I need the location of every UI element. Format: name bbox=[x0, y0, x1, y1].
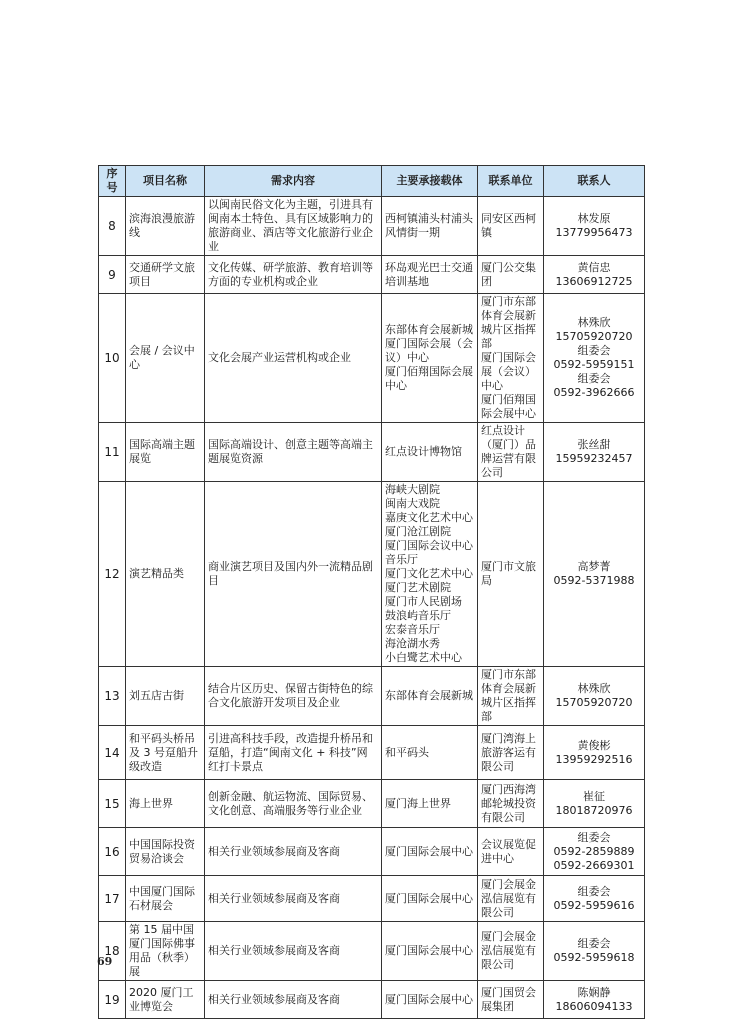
project-name: 2020 厦门工业博览会 bbox=[126, 981, 205, 1019]
row-number: 9 bbox=[99, 256, 126, 294]
table-row bbox=[99, 726, 645, 780]
header-contact: 联系人 bbox=[544, 166, 645, 197]
demand-content: 引进高科技手段，改造提升桥吊和趸船，打造“闽南文化 + 科技”网红打卡景点 bbox=[205, 726, 382, 780]
carrier: 环岛观光巴士交通培训基地 bbox=[382, 256, 478, 294]
row-number: 15 bbox=[99, 780, 126, 828]
demand-content: 文化会展产业运营机构或企业 bbox=[205, 294, 382, 423]
carrier: 和平码头 bbox=[382, 726, 478, 780]
project-name: 国际高端主题展览 bbox=[126, 423, 205, 482]
contact-unit: 厦门市文旅局 bbox=[478, 482, 544, 667]
demand-content: 商业演艺项目及国内外一流精品剧目 bbox=[205, 482, 382, 667]
project-table-container bbox=[98, 165, 644, 1019]
contact-person: 林殊欣 15705920720 bbox=[544, 667, 645, 726]
project-name: 海上世界 bbox=[126, 780, 205, 828]
project-name: 刘五店古街 bbox=[126, 667, 205, 726]
contact-unit: 厦门湾海上旅游客运有限公司 bbox=[478, 726, 544, 780]
contact-unit: 同安区西柯镇 bbox=[478, 197, 544, 256]
table-row bbox=[99, 197, 645, 256]
table-row bbox=[99, 922, 645, 981]
project-name: 交通研学文旅项目 bbox=[126, 256, 205, 294]
page-number: 69 bbox=[97, 955, 113, 968]
demand-content: 创新金融、航运物流、国际贸易、文化创意、高端服务等行业企业 bbox=[205, 780, 382, 828]
carrier: 东部体育会展新城 bbox=[382, 667, 478, 726]
carrier: 厦门海上世界 bbox=[382, 780, 478, 828]
table-row bbox=[99, 482, 645, 667]
row-number: 16 bbox=[99, 828, 126, 876]
contact-person: 黄俊彬 13959292516 bbox=[544, 726, 645, 780]
carrier: 海峡大剧院 闽南大戏院 嘉庚文化艺术中心 厦门沧江剧院 厦门国际会议中心音乐厅 厦门文化艺术中心 厦门艺术剧院 厦门市人民剧场 鼓浪屿音乐厅 宏泰音乐厅 海沧湖水秀 小白鹭艺术中心 bbox=[382, 482, 478, 667]
project-table bbox=[98, 165, 645, 1019]
contact-person: 林殊欣 15705920720 组委会 0592-5959151 组委会 0592-3962666 bbox=[544, 294, 645, 423]
demand-content: 相关行业领域参展商及客商 bbox=[205, 876, 382, 922]
contact-person: 陈娴静 18606094133 bbox=[544, 981, 645, 1019]
row-number: 11 bbox=[99, 423, 126, 482]
table-row bbox=[99, 667, 645, 726]
contact-person: 组委会 0592-5959616 bbox=[544, 876, 645, 922]
table-header-row bbox=[99, 166, 645, 197]
header-number: 序号 bbox=[99, 166, 126, 197]
contact-unit: 厦门会展金泓信展览有限公司 bbox=[478, 922, 544, 981]
row-number: 8 bbox=[99, 197, 126, 256]
header-project-name: 项目名称 bbox=[126, 166, 205, 197]
contact-person: 组委会 0592-2859889 0592-2669301 bbox=[544, 828, 645, 876]
demand-content: 文化传媒、研学旅游、教育培训等方面的专业机构或企业 bbox=[205, 256, 382, 294]
contact-person: 黄信忠 13606912725 bbox=[544, 256, 645, 294]
project-name: 滨海浪漫旅游线 bbox=[126, 197, 205, 256]
table-row bbox=[99, 256, 645, 294]
table-row bbox=[99, 294, 645, 423]
row-number: 12 bbox=[99, 482, 126, 667]
contact-unit: 厦门市东部体育会展新城片区指挥部 厦门国际会展（会议）中心 厦门佰翔国际会展中心 bbox=[478, 294, 544, 423]
demand-content: 国际高端设计、创意主题等高端主题展览资源 bbox=[205, 423, 382, 482]
contact-unit: 厦门国贸会展集团 bbox=[478, 981, 544, 1019]
table-row bbox=[99, 423, 645, 482]
row-number: 18 bbox=[99, 922, 126, 981]
carrier: 厦门国际会展中心 bbox=[382, 922, 478, 981]
header-demand: 需求内容 bbox=[205, 166, 382, 197]
contact-unit: 厦门公交集团 bbox=[478, 256, 544, 294]
table-row bbox=[99, 780, 645, 828]
contact-unit: 红点设计（厦门）品牌运营有限公司 bbox=[478, 423, 544, 482]
project-name: 中国厦门国际石材展会 bbox=[126, 876, 205, 922]
row-number: 17 bbox=[99, 876, 126, 922]
carrier: 厦门国际会展中心 bbox=[382, 876, 478, 922]
project-name: 第 15 届中国厦门国际佛事用品（秋季）展 bbox=[126, 922, 205, 981]
carrier: 厦门国际会展中心 bbox=[382, 981, 478, 1019]
contact-person: 张丝甜 15959232457 bbox=[544, 423, 645, 482]
header-unit: 联系单位 bbox=[478, 166, 544, 197]
demand-content: 相关行业领域参展商及客商 bbox=[205, 828, 382, 876]
demand-content: 结合片区历史、保留古街特色的综合文化旅游开发项目及企业 bbox=[205, 667, 382, 726]
demand-content: 相关行业领域参展商及客商 bbox=[205, 981, 382, 1019]
project-name: 和平码头桥吊及 3 号趸船升级改造 bbox=[126, 726, 205, 780]
carrier: 厦门国际会展中心 bbox=[382, 828, 478, 876]
row-number: 13 bbox=[99, 667, 126, 726]
table-row bbox=[99, 828, 645, 876]
row-number: 10 bbox=[99, 294, 126, 423]
contact-unit: 会议展览促进中心 bbox=[478, 828, 544, 876]
carrier: 红点设计博物馆 bbox=[382, 423, 478, 482]
contact-unit: 厦门会展金泓信展览有限公司 bbox=[478, 876, 544, 922]
contact-person: 林发原 13779956473 bbox=[544, 197, 645, 256]
header-carrier: 主要承接载体 bbox=[382, 166, 478, 197]
carrier: 东部体育会展新城厦门国际会展（会议）中心 厦门佰翔国际会展中心 bbox=[382, 294, 478, 423]
row-number: 19 bbox=[99, 981, 126, 1019]
row-number: 14 bbox=[99, 726, 126, 780]
contact-person: 组委会 0592-5959618 bbox=[544, 922, 645, 981]
table-row bbox=[99, 876, 645, 922]
table-row bbox=[99, 981, 645, 1019]
contact-unit: 厦门市东部体育会展新城片区指挥部 bbox=[478, 667, 544, 726]
demand-content: 相关行业领域参展商及客商 bbox=[205, 922, 382, 981]
carrier: 西柯镇浦头村浦头风情街一期 bbox=[382, 197, 478, 256]
contact-person: 崔征 18018720976 bbox=[544, 780, 645, 828]
project-name: 会展 / 会议中心 bbox=[126, 294, 205, 423]
project-name: 中国国际投资贸易洽谈会 bbox=[126, 828, 205, 876]
contact-unit: 厦门西海湾邮轮城投资有限公司 bbox=[478, 780, 544, 828]
contact-person: 高梦菁 0592-5371988 bbox=[544, 482, 645, 667]
project-name: 演艺精品类 bbox=[126, 482, 205, 667]
demand-content: 以闽南民俗文化为主题，引进具有闽南本土特色、具有区域影响力的旅游商业、酒店等文化旅游行业企业 bbox=[205, 197, 382, 256]
